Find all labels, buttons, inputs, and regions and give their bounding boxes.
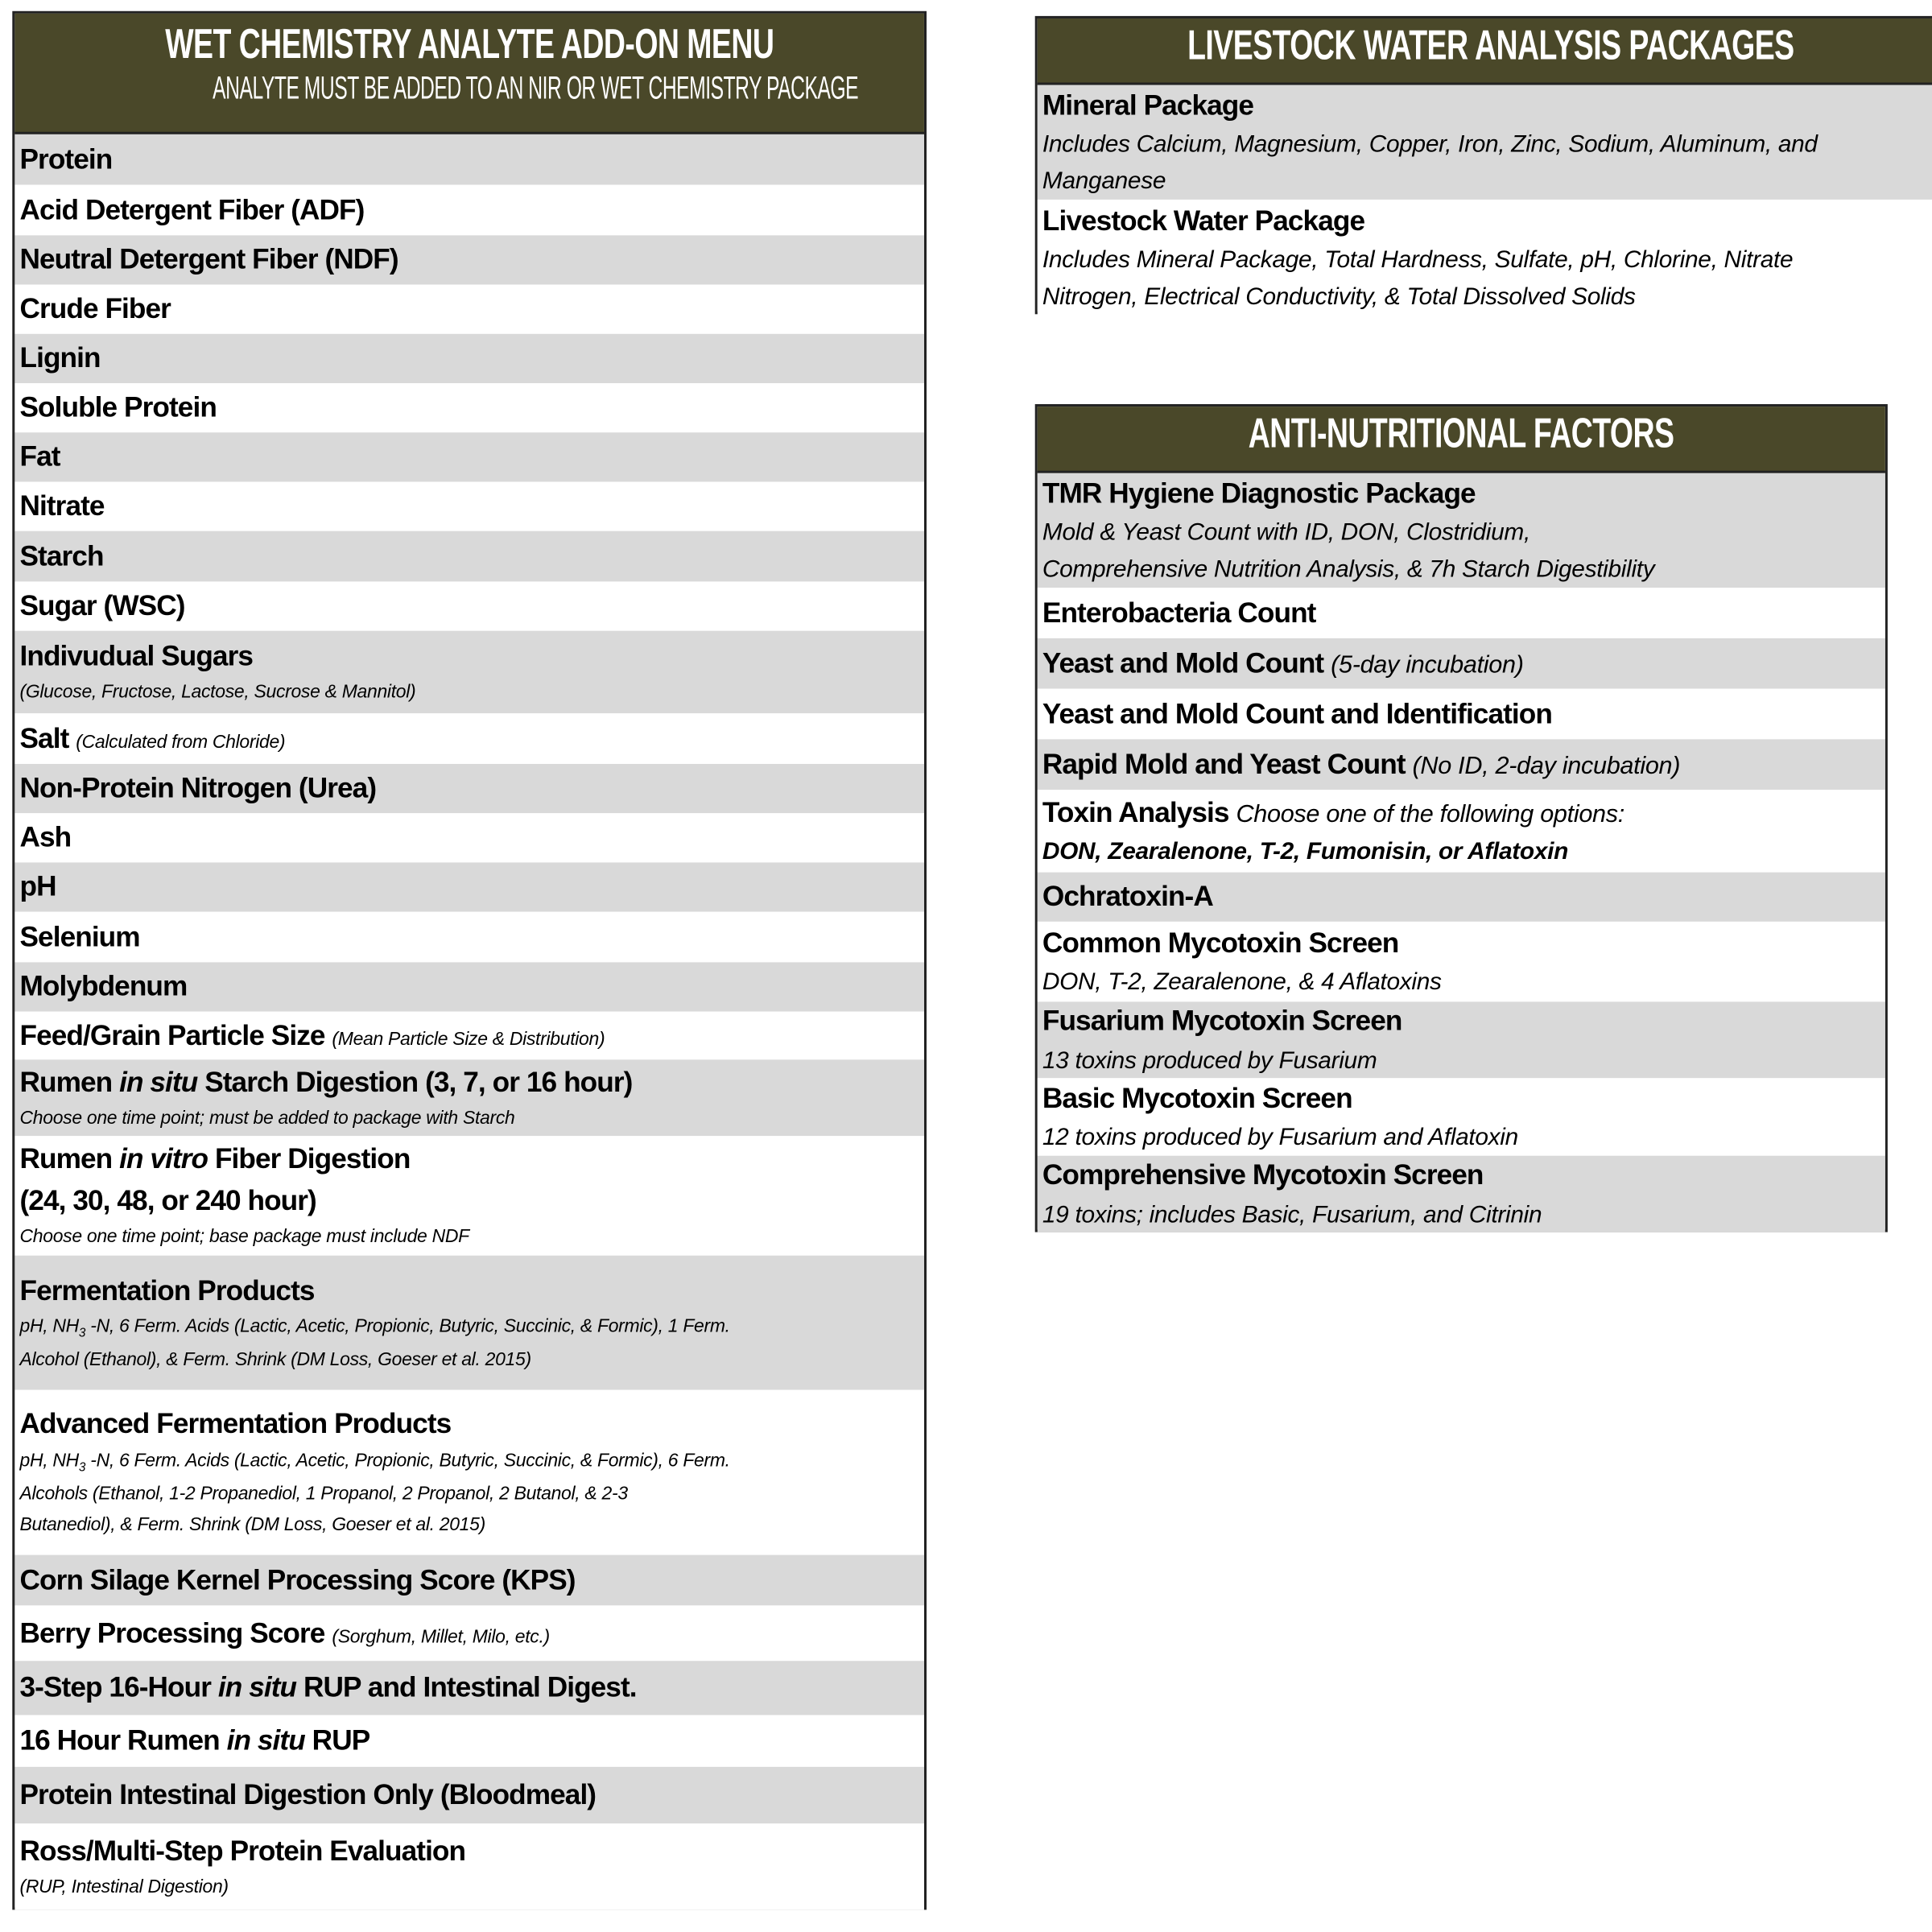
text-part: Lignin — [19, 341, 101, 374]
item-description — [19, 1311, 919, 1344]
list-item — [1038, 200, 1932, 316]
item-title — [19, 966, 919, 1007]
anti-nutritional-title: ANTI-NUTRITIONAL FACTORS — [1248, 410, 1674, 457]
text-part: Alcohol (Ethanol), & Ferm. Shrink (DM Loss, Goeser et al. 2015) — [19, 1348, 531, 1370]
text-part: Livestock Water Package — [1042, 204, 1365, 237]
text-part: Basic Mycotoxin Screen — [1042, 1081, 1352, 1114]
item-title — [19, 289, 919, 330]
list-item — [14, 383, 924, 432]
text-part: Selenium — [19, 920, 140, 952]
list-item — [1038, 689, 1885, 740]
text-part: Soluble Protein — [19, 390, 217, 423]
list-item — [14, 1605, 924, 1661]
text-part: pH, NH — [19, 1450, 79, 1472]
list-item — [14, 134, 924, 185]
text-part: Protein Intestinal Digestion Only (Bloodmeal) — [19, 1778, 597, 1810]
item-title — [19, 486, 919, 527]
item-title — [19, 1775, 919, 1816]
list-item — [14, 432, 924, 481]
text-part: Comprehensive Mycotoxin Screen — [1042, 1158, 1484, 1191]
text-part: Molybdenum — [19, 970, 188, 1002]
item-note: (5-day incubation) — [1331, 651, 1524, 679]
list-item — [14, 912, 924, 963]
item-title — [19, 1269, 919, 1311]
italic-term: in vitro — [119, 1142, 208, 1175]
item-title — [19, 1720, 919, 1761]
text-part: Sugar (WSC) — [19, 589, 185, 621]
text-part: 16 Hour Rumen — [19, 1724, 227, 1757]
wet-chemistry-panel — [12, 11, 927, 1910]
item-title — [19, 867, 919, 908]
item-note: (Mean Particle Size & Distribution) — [332, 1028, 605, 1050]
text-part: Starch Digestion (3, 7, or 16 hour) — [197, 1065, 633, 1098]
item-title — [19, 586, 919, 627]
item-title — [19, 636, 919, 677]
item-title — [1042, 85, 1932, 126]
text-part: pH — [19, 870, 56, 902]
text-part: DON, T-2, Zearalenone, & 4 Aflatoxins — [1042, 968, 1442, 996]
item-description — [1042, 279, 1932, 316]
text-part: (Glucose, Fructose, Lactose, Sucrose & Mannitol) — [19, 682, 416, 704]
item-title — [19, 1404, 919, 1445]
list-item — [14, 631, 924, 714]
list-item — [14, 862, 924, 911]
list-item — [14, 1823, 924, 1909]
subscript: 3 — [78, 1460, 86, 1475]
item-description — [1042, 551, 1880, 588]
item-description — [19, 1103, 919, 1134]
item-title — [19, 1612, 919, 1653]
text-part: 12 toxins produced by Fusarium and Aflatoxin — [1042, 1124, 1518, 1151]
list-item — [14, 285, 924, 334]
text-part: Nitrate — [19, 489, 105, 522]
list-item — [14, 1767, 924, 1823]
text-part: Rapid Mold and Yeast Count — [1042, 747, 1406, 780]
text-part: Crude Fiber — [19, 292, 171, 325]
text-part: Berry Processing Score — [19, 1616, 325, 1649]
text-part: Ash — [19, 820, 72, 853]
list-item — [14, 764, 924, 813]
text-part: Butanediol), & Ferm. Shrink (DM Loss, Goeser et al. 2015) — [19, 1514, 485, 1536]
item-title — [19, 817, 919, 858]
list-item — [1038, 1156, 1885, 1232]
text-part: Mold & Yeast Count with ID, DON, Clostridium, — [1042, 518, 1530, 546]
text-part: Comprehensive Nutrition Analysis, & 7h Starch Digestibility — [1042, 555, 1655, 584]
list-item — [14, 1715, 924, 1767]
text-part: Choose one time point; must be added to package with Starch — [19, 1107, 515, 1129]
list-item — [1038, 922, 1885, 1001]
wet-chemistry-header — [14, 14, 924, 134]
list-item — [14, 1555, 924, 1606]
list-item — [14, 334, 924, 383]
item-title-line2: (24, 30, 48, or 240 hour) — [19, 1183, 316, 1216]
item-title — [19, 387, 919, 428]
item-title — [19, 436, 919, 477]
item-title — [19, 536, 919, 577]
text-part: Fat — [19, 440, 60, 473]
anti-nutritional-panel — [1035, 404, 1888, 1232]
text-part: -N, 6 Ferm. Acids (Lactic, Acetic, Propionic, Butyric, Succinic, & Formic), 6 Ferm. — [85, 1450, 730, 1472]
item-note: (Sorghum, Millet, Milo, etc.) — [332, 1626, 550, 1648]
list-item — [14, 185, 924, 236]
text-part: Common Mycotoxin Screen — [1042, 926, 1399, 959]
item-title — [1042, 877, 1880, 918]
subscript: 3 — [78, 1327, 86, 1341]
item-description — [19, 1221, 919, 1253]
text-part: Yeast and Mold Count and Identification — [1042, 697, 1552, 729]
text-part: TMR Hygiene Diagnostic Package — [1042, 476, 1476, 509]
item-description — [1042, 1196, 1880, 1232]
text-part: Toxin Analysis — [1042, 795, 1229, 828]
text-part: Enterobacteria Count — [1042, 596, 1316, 629]
list-item — [1038, 1001, 1885, 1078]
item-description — [1042, 163, 1932, 200]
anti-nutritional-header — [1038, 407, 1885, 473]
list-item — [1038, 739, 1885, 790]
item-description — [19, 1344, 919, 1376]
text-part: Nitrogen, Electrical Conductivity, & Total Dissolved Solids — [1042, 283, 1636, 311]
item-title — [19, 338, 919, 379]
wet-chemistry-subtitle: ANALYTE MUST BE ADDED TO AN NIR OR WET CHEMISTRY PACKAGE — [213, 68, 859, 106]
text-part: Includes Mineral Package, Total Hardness, Sulfate, pH, Chlorine, Nitrate — [1042, 246, 1794, 274]
text-part: Mineral Package — [1042, 88, 1254, 121]
item-description — [1042, 964, 1880, 1001]
list-item — [14, 1390, 924, 1555]
text-part: DON, Zearalenone, T-2, Fumonisin, or Aflatoxin — [1042, 837, 1569, 865]
item-note: (No ID, 2-day incubation) — [1412, 752, 1681, 780]
list-item — [14, 962, 924, 1011]
text-part: Manganese — [1042, 167, 1166, 196]
list-item — [1038, 473, 1885, 588]
item-title — [19, 768, 919, 809]
list-item — [1038, 873, 1885, 922]
list-item — [1038, 790, 1885, 873]
text-part: Fermentation Products — [19, 1273, 315, 1306]
text-part: Includes Calcium, Magnesium, Copper, Iron, Zinc, Sodium, Aluminum, and — [1042, 130, 1818, 158]
text-part: (RUP, Intestinal Digestion) — [19, 1876, 229, 1898]
item-title — [1042, 744, 1880, 785]
water-packages-list — [1038, 85, 1932, 317]
item-description — [19, 1509, 919, 1541]
wet-chemistry-list — [14, 134, 924, 1910]
item-description — [19, 1478, 919, 1509]
list-item — [14, 1012, 924, 1060]
text-part: Advanced Fermentation Products — [19, 1407, 452, 1440]
text-part: Indivudual Sugars — [19, 639, 254, 672]
list-item — [14, 1256, 924, 1390]
item-description — [1042, 1119, 1880, 1156]
water-packages-header — [1038, 19, 1932, 85]
item-title — [1042, 592, 1880, 634]
text-part: Rumen — [19, 1065, 120, 1098]
water-packages-title: LIVESTOCK WATER ANALYSIS PACKAGES — [1187, 22, 1794, 69]
text-part: Neutral Detergent Fiber (NDF) — [19, 243, 398, 275]
item-description — [19, 1872, 919, 1903]
text-part: Fusarium Mycotoxin Screen — [1042, 1004, 1402, 1037]
item-title — [19, 1831, 919, 1872]
list-item — [1038, 638, 1885, 689]
item-title — [19, 189, 919, 230]
list-item — [14, 481, 924, 530]
item-description — [1042, 126, 1932, 163]
item-description — [1042, 242, 1932, 279]
text-part: Ross/Multi-Step Protein Evaluation — [19, 1834, 466, 1867]
list-item — [1038, 588, 1885, 638]
text-part: Alcohols (Ethanol, 1-2 Propanediol, 1 Propanol, 2 Propanol, 2 Butanol, & 2-3 — [19, 1483, 628, 1505]
text-part: 3-Step 16-Hour — [19, 1670, 218, 1703]
text-part: Choose one time point; base package must include NDF — [19, 1226, 469, 1248]
text-part: Fiber Digestion — [208, 1142, 411, 1175]
text-part: Ochratoxin-A — [1042, 880, 1213, 913]
item-description — [19, 677, 919, 708]
text-part: RUP — [304, 1724, 370, 1757]
text-part: Acid Detergent Fiber (ADF) — [19, 193, 365, 225]
item-title — [19, 718, 919, 759]
item-title — [19, 917, 919, 958]
text-part: Yeast and Mold Count — [1042, 646, 1324, 679]
list-item — [14, 1136, 924, 1255]
anti-nutritional-list — [1038, 473, 1885, 1232]
text-part: Starch — [19, 539, 104, 572]
text-part: RUP and Intestinal Digest. — [296, 1670, 637, 1703]
item-title — [1042, 1156, 1880, 1196]
item-title — [19, 139, 919, 180]
text-part: 13 toxins produced by Fusarium — [1042, 1046, 1377, 1075]
item-description — [19, 1445, 919, 1478]
text-part: -N, 6 Ferm. Acids (Lactic, Acetic, Propionic, Butyric, Succinic, & Formic), 1 Ferm. — [85, 1315, 730, 1337]
italic-term: in situ — [119, 1065, 198, 1098]
item-description — [1042, 514, 1880, 551]
list-item — [14, 1661, 924, 1715]
item-title — [1042, 643, 1880, 684]
item-description — [1042, 833, 1880, 870]
list-item — [14, 813, 924, 862]
item-title — [19, 1559, 919, 1600]
text-part: Rumen — [19, 1142, 120, 1175]
text-part: Protein — [19, 142, 113, 175]
list-item — [14, 531, 924, 582]
text-part: 19 toxins; includes Basic, Fusarium, and Citrinin — [1042, 1200, 1542, 1228]
item-title — [1042, 473, 1880, 514]
item-title — [19, 239, 919, 280]
item-title — [1042, 923, 1880, 964]
list-item — [14, 713, 924, 764]
text-part: Corn Silage Kernel Processing Score (KPS) — [19, 1563, 576, 1596]
water-packages-panel — [1035, 16, 1932, 314]
text-part: Non-Protein Nitrogen (Urea) — [19, 771, 377, 804]
item-title — [19, 1139, 919, 1180]
item-title — [1042, 1078, 1880, 1119]
list-item — [14, 581, 924, 630]
text-part: Salt — [19, 721, 69, 754]
item-description — [1042, 1042, 1880, 1078]
text-part: Feed/Grain Particle Size — [19, 1018, 325, 1051]
text-part: pH, NH — [19, 1315, 79, 1337]
italic-term: in situ — [217, 1670, 297, 1703]
italic-term: in situ — [226, 1724, 305, 1757]
item-title — [1042, 1001, 1880, 1042]
list-item — [1038, 1078, 1885, 1155]
item-title — [1042, 792, 1880, 833]
item-note: Choose one of the following options: — [1236, 800, 1624, 828]
item-title — [19, 1062, 919, 1103]
item-title — [1042, 200, 1932, 242]
item-title — [1042, 693, 1880, 734]
list-item — [14, 235, 924, 284]
item-title — [19, 1667, 919, 1708]
item-title — [19, 1015, 919, 1056]
item-note: (Calculated from Chloride) — [76, 731, 286, 753]
list-item — [1038, 85, 1932, 200]
wet-chemistry-title: WET CHEMISTRY ANALYTE ADD-ON MENU — [165, 21, 774, 68]
list-item — [14, 1059, 924, 1136]
